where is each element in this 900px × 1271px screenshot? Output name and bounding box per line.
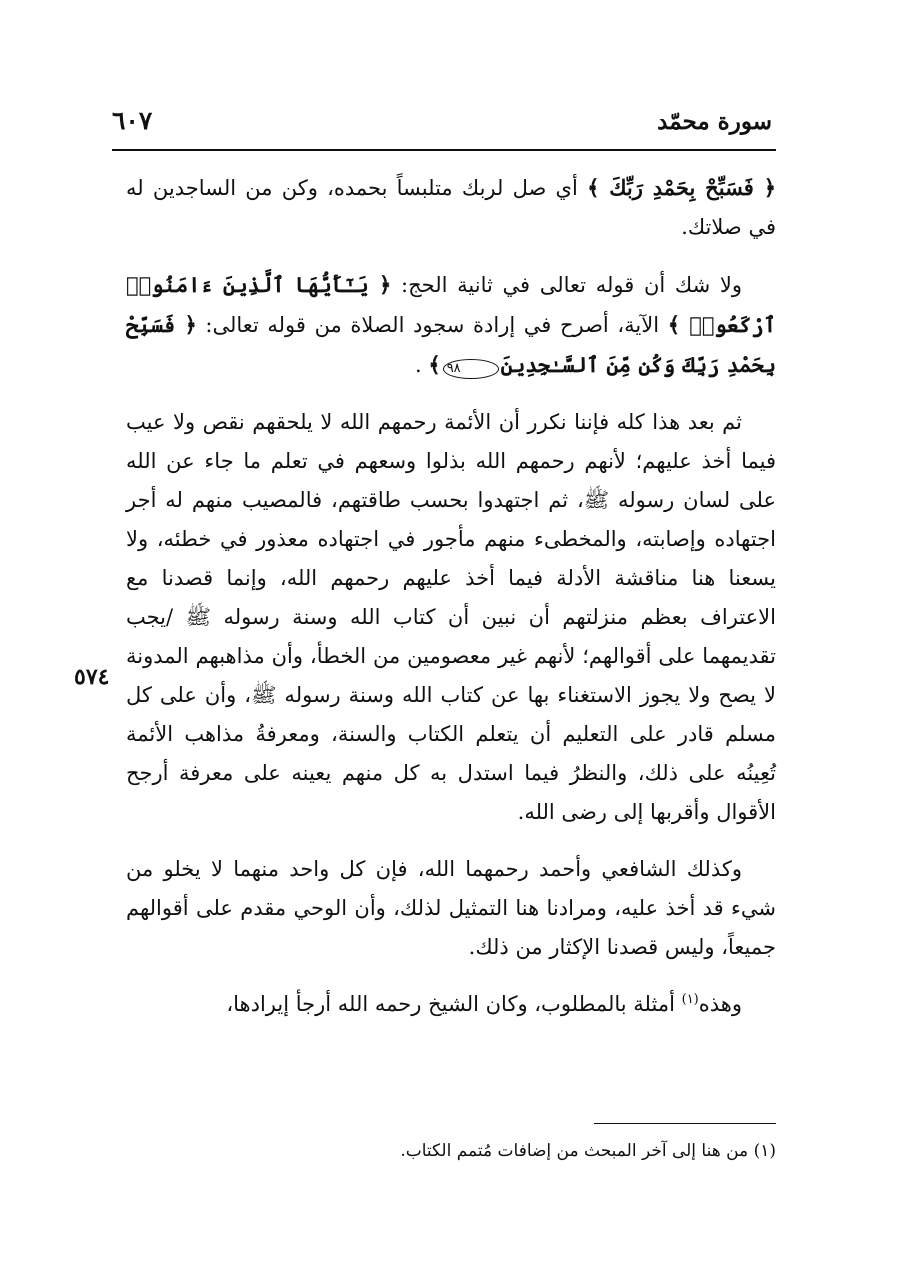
paragraph-2: [126, 265, 776, 385]
paragraph-3: [126, 403, 776, 832]
paragraph-text: أي صل لربك متلبساً بحمده، وكن من الساجدين له في صلاتك.: [126, 176, 776, 239]
paragraph-5: [126, 985, 776, 1024]
quran-verse: ﴿ فَسَبِّحْ بِحَمْدِ رَبِّكَ وَكُن مِّنَ ٱلسَّـٰجِدِينَ: [126, 312, 776, 377]
running-title: سورة محمّد: [657, 108, 772, 135]
paragraph-text: وكذلك الشافعي وأحمد رحمهما الله، فإن كل واحد منهما لا يخلو من شيء قد أخذ عليه، ومرادنا هنا التمثيل لذلك، وأن الوحي مقدم على أقوالهم جميعاً، وليس قصدنا الإكثار من ذلك.: [126, 857, 776, 959]
footnote-text: من هنا إلى آخر المبحث من إضافات مُتمم الكتاب.: [400, 1141, 749, 1161]
quran-verse: ﴿ فَسَبِّحْ بِحَمْدِ رَبِّكَ ﴾: [587, 175, 776, 200]
paragraph-text: يجب تقديمهما على أقوالهم؛ لأنهم غير معصومين من الخطأ، وأن مذاهبهم المدونة لا يصح ولا يجوز الاستغناء بها عن كتاب الله وسنة رسوله ﷺ، وأن على كل مسلم قادر على التعليم أن يتعلم الكتاب والسنة، ومعرفةُ مذاهب الأئمة تُعِينُه على ذلك، والنظرُ فيما استدل به كل منهم يعينه على معرفة أرجح الأقوال وأقربها إلى رضى الله.: [126, 605, 776, 824]
paragraph-text: ولا شك أن قوله تعالى في ثانية الحج:: [391, 273, 742, 297]
quran-verse: ﴿ يَـٰٓأَيُّهَا ٱلَّذِينَ ءَامَنُوا۟ ٱرْكَعُوا۟ ﴾: [126, 272, 777, 337]
page-number: ٦٠٧: [112, 106, 153, 135]
paragraph-text: ثم بعد هذا كله فإننا نكرر أن الأئمة رحمهم الله لا يلحقهم نقص ولا عيب فيما أخذ عليهم؛ لأنهم رحمهم الله بذلوا وسعهم في تعلم ما جاء عن الله على لسان رسوله ﷺ، ثم اجتهدوا بحسب طاقتهم، فالمصيب منهم له أجر اجتهاده وإصابته، والمخطىء منهم مأجور في اجتهاده معذور في خطئه، ولا يسعنا هنا مناقشة الأدلة فيما أخذ عليهم رحمهم الله، وإنما قصدنا مع الاعتراف بعظم منزلتهم أن نبين أن كتاب الله وسنة رسوله ﷺ: [126, 410, 776, 629]
page-body: [126, 168, 776, 1024]
page-break-marker: /: [166, 605, 174, 629]
ayah-number-badge: ٩٨: [443, 359, 499, 379]
header-rule: [112, 149, 776, 151]
footnote-marker: (١): [753, 1141, 776, 1161]
paragraph-end: .: [415, 353, 429, 377]
paragraph-1: [126, 168, 776, 247]
footnote-rule: [594, 1123, 776, 1124]
quran-verse-close: ﴾: [428, 352, 441, 377]
paragraph-text: الآية، أصرح في إرادة سجود الصلاة من قوله تعالى:: [196, 313, 668, 337]
footnote-reference[interactable]: (١): [681, 992, 699, 1007]
paragraph-text: أمثلة بالمطلوب، وكان الشيخ رحمه الله أرجأ إيرادها،: [226, 992, 682, 1016]
margin-page-reference: ٥٧٤: [74, 664, 110, 690]
paragraph-text: وهذه: [698, 992, 742, 1016]
footnote: [126, 1137, 776, 1165]
paragraph-4: [126, 850, 776, 967]
